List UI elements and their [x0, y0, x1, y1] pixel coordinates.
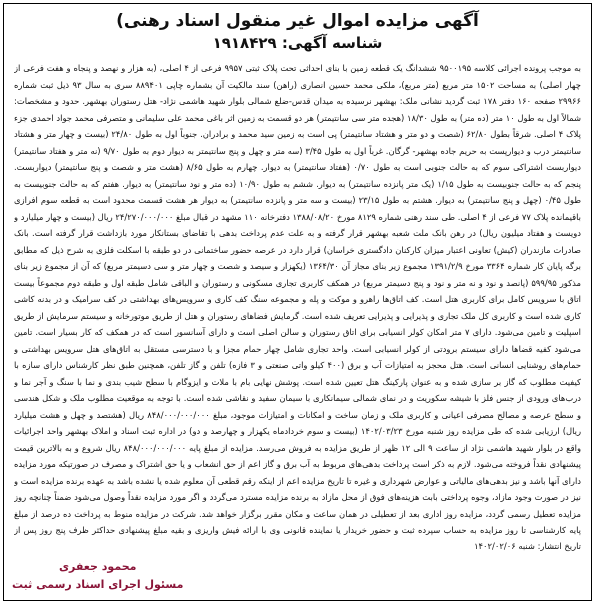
- signer-title: مسئول اجرای اسناد رسمی ثبت: [12, 578, 184, 591]
- signature-block: [12, 558, 183, 594]
- publish-date: تاریخ انتشار: شنبه ۱۴۰۲/۰۲/۰۶: [474, 541, 581, 551]
- notice-title: آگهی مزایده اموال غیر منقول اسناد رهنی): [116, 11, 479, 31]
- signer-name: محمود جعفری: [58, 560, 137, 573]
- notice-id: شناسه آگهی: ۱۹۱۸۴۲۹: [212, 34, 383, 52]
- auction-notice: [3, 3, 592, 601]
- notice-body: به موجب پرونده اجرائی کلاسه ۹۵۰۰۱۹۵ ششدانگ یک قطعه زمین با بنای احداثی تحت پلاک ثبتی ۹۹۵۷ فرعی از ۴ اصلی، (به هزار و نهصد و پنجاه و هفت فرعی از چهار اصلی) به مساحت ۱۵۰۲ متر مربع (متر مربع)، ملکی محمد حسین انصاری (راهن) سند مالکیت آن بشماره چاپی ۸۸۹۴۰۱ سری به سال ۹۳ ذیل ثبت شماره ۲۹۹۶۶ صفحه ۱۶۰ دفتر ۱۷۸ ثبت گردید نشانی ملک: بهشهر نرسیده به میدان قدس-ضلع شمالی بلوار شهید هاشمی نژاد- هتل رستوران بهشهر. حدود و مشخصات: شمالاً اول به طول ۱۰ متر (ده متر) به طول ۱۸/۳۰ (هجده متر سی سانتیمتر) هر دو قسمت به زمین اثر باغی محمد علی سلیمانی و متصرفی محمد جواد احمدی جزء پلاک ۴ اصلی. شرقاً بطول ۶۲/۸۰ (شصت و دو متر و هشتاد سانتیمتر) پی است به زمین سید محمد و برادران. جنوباً اول به طول ۲۴/۸۰ (بیست و چهار متر و هشتاد سانتیمتر درب و دیوارپست به حریم جاده بهشهر- گرگان. غرباً اول به طول ۳/۴۵ (سه متر و چهل و پنج سانتیمتر به دیوار دوم به طول ۹/۷۰ (نه متر و هفتاد سانتیمتر) دیواربست اشتراکی سوم که به حالت جنوبی است به طول ۰/۷۰ (هفتاد سانتیمتر) به دیوار. چهارم به طول ۸/۶۵ (هشت متر و شصت و پنج سانتیمتر) دیواربست. پنجم که به حالت جنوبیست به طول ۱/۱۵ (یک متر پانزده سانتیمتر) به دیوار. ششم به طول ۱۰/۹۰ (ده متر و نود سانتیمتر) به دیوار. هفتم که به حالت جنوبیست به طول ۰/۴۵ (چهل و پنج سانتیمتر) به دیوار. هشتم به طول ۲۳/۱۵ (بیست و سه متر و پانزده سانتیمتر) به دیوار هر هشت قسمت محدود است به قطعه سوم افرازی باقیمانده پلاک ۷۷ فرعی از ۴ اصلی. طی سند رهنی شماره ۸۱۲۹ مورخ ۱۳۸۸/۰۸/۲۰ دفترخانه ۱۱۰ مشهد در قبال مبلغ ۲۴/۲۷۰/۰۰۰/۰۰۰ ریال (بیست و چهار میلیارد و دویست و هفتاد میلیون ریال) در رهن بانک ملت شعبه بهشهر قرار گرفته و به علت عدم پرداخت بدهی با تقاضای بستانکار مورد بازداشت قرار گرفته است. بانک صادرات مازندران (کیش) تعاونی اعتبار میزان کارکنان دادگستری خراسان) قرار دارد در عرصه حضور ساختمانی در دو طبقه با اسکلت فلزی به شرح ذیل که مطابق برگه پایان کار شماره ۳۳۶۴ مورخ ۱۳۹۱/۲/۹ مجموع زیر بنای مجاز آن ۱۳۶۴/۳۰ (یکهزار و سیصد و شصت و چهار متر و سی دسیمتر مربع) که آن از مجموع زیر بنای مذکور ۵۹۹/۹۵ (پانصد و نود و نه متر و نود و پنج دسیمتر مربع) در همکف کاربری تجاری مسکونی و رستوران و الباقی شامل طبقه اول و طبقه دوم مجموعاً بیست اتاق با سرویس کامل برای کاربری هتل است. کف اتاق‌ها راهرو و موکت و پله و مجموعه سنگ کف کاری و سرویس‌های بهداشتی در کف سرامیک و در بدنه کاشی کاری شده است و کاربری کل ملک تجاری و پذیرایی و پذیرایی تعریف شده است. گرمایش فضاهای رستوران و هتل از طریق موتورخانه و سیستم سرمایش از طریق اسپلیت و تامین می‌شود. دارای ۷ متر امکان کولر انسیابی برای اتاق رستوران و سالن اصلی است و دارای آسانسور است که در همکف که کار بسیار است. تامین می‌شود کفیه قضاها دارای سیستم برودتی از کولر انسیابی است. واحد تجاری شامل چهار حمام مجزا و با دسترسی مستقل به اتاق‌های هتل سرویس بهداشتی و حمام‌های روشنایی انسانی است. هتل محجز به امتیازات آب و برق (۴۰۰ کیلو واتی صنعتی و ۳ فازه) تلفن و گاز تلفن، همچنین طبق نظر کارشناس دارای سازه با کیفیت مطلوب که گاز بر سازی شده و به عنوان پارکینگ هتل تعیین شده است. پوشش نهایی بام با ملات و ایزوگام با سطح شیب بندی و نما با سنگ و آجر نما و درب‌های ورودی از جنس فلز با شیشه سکوریت و در نمای شمالی سیمانکاری با سیمان سفید و نقاشی شده است. با توجه به موقعیت مطلوب ملک و شکل هندسی و سطح عرصه و مصالح مصرفی اعیانی و کاربری ملک و زمان ساخت و امکانات و امتیازات موجود، مبلغ ۸۴۸/۰۰۰/۰۰۰/۰۰۰ ریال (هشتصد و چهل و هشت میلیارد ریال) ارزیابی شده که طی مزایده روز شنبه مورخ ۱۴۰۲/۰۳/۲۳ (بیست و سوم خردادماه یکهزار و چهارصد و دو) در اداره ثبت اسناد و املاک بهشهر واحد اجرائیات واقع در بلوار شهید هاشمی نژاد از ساعت ۹ الی ۱۲ ظهر از طریق مزایده به فروش می‌رسد. مزایده از مبلغ پایه ۸۴۸/۰۰۰/۰۰۰/۰۰۰ ریال شروع و به بالاترین قیمت پیشنهادی نقداً فروخته می‌شود. لازم به ذکر است پرداخت بدهی‌های مربوط به آب برق و گاز اعم از حق انشعاب و یا حق اشتراک و مصرف در صورتیکه مورد مزایده دارای آنها باشد و نیز بدهی‌های مالیاتی و عوارض شهرداری و غیره تا تاریخ مزایده اعم از اینکه رقم قطعی آن معلوم شده یا نشده باشد به عهده برنده مزایده است و نیز در صورت وجود مازاد، وجوه پرداختی بابت هزینه‌های فوق از محل مازاد به برنده مزایده مسترد می‌گردد و اگر مورد مزایده نقداً وصول می‌شود ضمناً چنانچه روز مزایده تعطیل رسمی گردد، مزایده روز اداری بعد از تعطیلی در همان ساعت و مکان مقرر برگزار خواهد شد. شرکت در مزایده منوط به پرداخت ده درصد از مبلغ پایه کارشناسی تا روز مزایده به حساب سپرده ثبت و حضور خریدار یا نماینده قانونی وی با ارائه فیش واریزی و بقیه مبلغ پیشنهادی حداکثر ظرف پنج روز پس از: [14, 63, 581, 535]
